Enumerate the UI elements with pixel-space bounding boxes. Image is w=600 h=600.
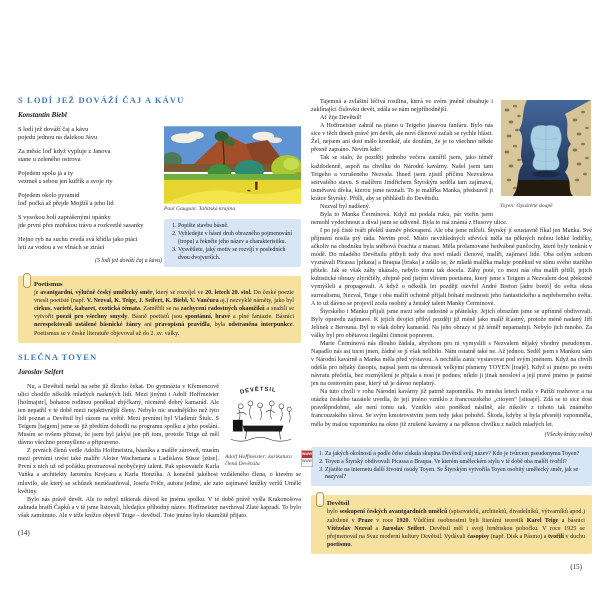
gauguin-painting-image	[164, 126, 301, 204]
www-internet-icon: WWW WWW	[301, 450, 313, 467]
paragraph: Ať žije Devětsil!	[320, 114, 362, 122]
poem-source-attribution: (S lodí jež dováží čaj a kávu)	[95, 258, 162, 265]
definition-box-poetismus	[18, 276, 301, 343]
definition-text: je avantgardní, výlučně český umělecký směr, který se rozvíjel ve 20. letech 20. stol. Do české poezie vnesli poetisté (např. V. Nezval, K. Teige, J. Seifert, K. Biebl, V. Vančura aj.) nezvyklé náměty, jako byl cirkus, varieté, kabaret, exotická témata. Zaměřili se na zachycení radostných okamžiků a snažili se vytvořit poezii pro všechny smysly. Básně poetistů jsou spontánní, hravé a plné fantazie. Básníci nerespektovali ustálené básnické žánry ani pravopisná pravidla, byla odstraněna interpunkce. Poetismus se v české literatuře objevoval až do 2. sv. války.	[34, 289, 295, 337]
poem-stanza	[18, 214, 164, 231]
definition-title: Devětsil	[327, 500, 350, 508]
questions-box-prose	[311, 447, 592, 487]
question-item: 3. Zjistěte na internetu další životní osudy Toyen. Se Štyrským vytvořila Toyen osobitý umělecký směr, jak se nazýval?	[325, 467, 587, 483]
paragraph: Byla to Manka Čermínová. Když mi podala ruku, pár vteřin jsem nemohl vydechnout a díval jsem se udiveně. Byla to má známá z Husovy ulice.	[311, 210, 508, 226]
svg-text:DEVĚTSIL: DEVĚTSIL	[239, 386, 277, 396]
toyen-painting-image	[500, 100, 592, 196]
poem-line: pojedu jednou na dalekou Jávu	[18, 134, 98, 142]
paragraph: Z prvních členů vedle Adolfa Hoffmeistra, básníka a malíře zároveň, musím mezi prvními uvést také malíře Aloise Wachsmana a Ladislava Süsse [züse]. První z nich už od počátku prozrazoval neobyčejný talent. Pak spisovatele Karla Vaňka a architekty Jaromíra Krejcara a Karla Honzíka. A konečně jakéhosi vzdáleného člena, o kterém se mluvilo, ale který se schůzek nezúčastňoval, Josefa Friče, autora jediné, ale zato zajímavé knížky veršů Umělé květiny.	[18, 447, 301, 495]
poem-line: Pojedem okolo pyramid	[18, 191, 80, 199]
questions-row	[302, 447, 592, 487]
poem-stanza	[18, 192, 164, 209]
poem-line: S vysokou holí zaprášenými opánky	[18, 213, 111, 221]
question-item: 2. Vyhledejte v básni druh obrazného pojmenování (tropu) a řekněte jeho název a charakteristiku.	[178, 231, 296, 247]
paragraph: Nu, a Devětsil nedal na sebe již dlouho čekat. Do gymnázia v Křemencově ulici chodilo několik mladých nadaných lidí. Mezi jinými i Adolf Hoffmeister [hofmajstr], bohatou rodinou poněkud zhýčkaný, nicméně dobrý kamarád. Ale ten nepatřil v té době mezi nejaktivnější členy. Nebylo nic snadnějšího než tyto lidi poznat a Devětsil byl rázem na světě. Mezi prvními byl Vladimír Štulc. S Teigem [tajgem] jsme se již předtím dohodli na programu spolku a jeho poslání. Musím se ovšem přiznat, že jsem byl jakýsi jen při tom, protože Teige už měl dávno všechno promyšleno a připraveno.	[18, 382, 219, 447]
poem-stanza	[18, 148, 164, 165]
definition-text: bylo seskupení českých avantgardních umělců (spisovatelů, architektů, divadelníků, výtvarníků apod.) založené v Praze v roce 1920. Vůdčími osobnostmi byli literární teoretik Karel Teige a básníci Vítězslav Nezval a Jaroslav Seifert. Devětsil měl i svoji brněnskou pobočku. V roce 1925 se přejmenoval na Svaz moderní kultury Devětsil. Vydávali časopisy (např. Disk a Pásmo) a tvořili v duchu poetismu.	[327, 509, 586, 549]
paragraph: Bylo nás právě devět. Ale to nebyl nikterak důvod ke jménu spolku. V té době právě vyšla Krakonošova zahrada bratří Čapků a v té jsme listovali, hledajíce příhodný název. Hoffmeister navrhoval Zlaté kapradí. To bylo však zamítnuto. Ale v téže knížce objevil Teige – devětsil. Toto jméno bylo okamžitě přijato.	[18, 495, 301, 519]
poem-line: loď počká až přejde Mojžíš a jeho lid	[18, 200, 114, 208]
section-heading-s-lodi: S LODÍ JEŽ DOVÁŽÍ ČAJ A KÁVU	[18, 95, 185, 105]
toyen-figure	[500, 100, 592, 210]
paragraph: Tajemná a zvláštní léčivá rostlina, která ve svém jméně obsahuje i zaklínající číslovku devět, zdála se nám nejpříhodnější.	[311, 98, 493, 114]
poem-line: Za měsíc loď když vypluje z Janova	[18, 147, 111, 155]
questions-box-poem	[164, 219, 301, 267]
toyen-caption: Toyen: Opuštěné doupě	[500, 203, 553, 209]
prose-source-attribution: (Všecky krásy světa)	[544, 431, 592, 438]
poem-line: Hejno ryb na suchu zvedá svá křídla jako ptáci	[18, 235, 138, 243]
question-item: 2. Toyen a Štyrský obdivovali Picassa a Braqua. Ve kterém uměleckém stylu v té době oba malíři tvořili?	[325, 459, 587, 467]
caricature-caption: Adolf Hoffmeister: karikatura členů Devětsilu	[225, 453, 292, 467]
paragraph: Štyrského i Manku přijali jsme mezi sebe radostně a přátelsky. Jejich obrazům jsme se upřímně obdivovali. Byly opravdu zajímavé. K jejich dvojici přibyl později již méně jako malíř šťastný, protože méně nadaný Jiří Jelínek z Berouna. Byl to však dobrý kamarád. Na jeho obrazy si již téměř nepamatuji. Nebylo jich mnoho. Za války byl pro obětavou ilegální činnost popraven.	[311, 307, 592, 339]
prose-text-right	[311, 98, 592, 438]
gauguin-caption: Paul Gauguin: Tahitská krajina	[164, 206, 236, 212]
prose-author: Jaroslav Seifert	[18, 367, 64, 376]
poem-line: Pojedem spolu já a ty	[18, 169, 74, 177]
poem-line: S lodí jež dováží čaj a kávu	[18, 126, 89, 133]
paragraph: Marie Čermínová nás dlouho žádala, abychom pro ni vymyslili s Nezvalem nějaký vhodný pseudonym. Napadlo nás asi tucet jmen, žádné se jí však nelíbilo. Nám ostatně také ne. Až jednou. Seděl jsem s Mankou sám v Národní kavárně a Manka měla před výstavou. A nechtěla zanic vystavovat pod svým jménem. Když na chvíli odešla pro nějaký časopis, napsal jsem na ubrousek velkými písmeny TOYEN [toajé]. Když si jméno po svém návratu přečetla, bez rozmýšlení je přijala a nosí je podnes; nikdo ji jinak neosloví a její pravé jméno je patrné jen na cestovním pase, který už je dávno neplatný.	[311, 339, 592, 388]
paragraph: Nezval byl nadšený.	[320, 202, 371, 210]
poem-stanza	[18, 170, 164, 187]
poem-line: vezmeš s sebou jen kufřík a svoje rty	[18, 178, 113, 186]
question-item: 1. Popište stavbu básně.	[178, 223, 296, 231]
definition-title: Poetismus	[34, 280, 63, 288]
poem-and-artwork-row	[18, 126, 301, 267]
question-item: 1. Za jakých okolností a podle čeho získala skupina Devětsil svůj název? Kdo je tvůrcem pseudonymu Toyen?	[325, 451, 587, 459]
definition-box-devetsil	[311, 495, 592, 554]
poem-stanza	[18, 126, 164, 143]
page-number-left: (14)	[18, 528, 30, 537]
page-number-right: (15)	[570, 563, 582, 572]
prose-text-left	[18, 383, 301, 520]
artwork-column	[164, 126, 301, 267]
caricature-figure	[225, 383, 301, 468]
poem-stanza	[18, 236, 164, 253]
paragraph: Tak se stalo, že později jednoho večera zamířil jsem, jako téměř každodenně, aspoň na chvilku do Národní kavárny. Našel jsem tam Teigeho a vzrušeného Nezvala. Ihned jsem zjistil příčinu Nezvalova setrvalého stavu. S malířem Jindřichem Štyrským seděla tam zajímavá, usměvavá dívka, kterou jsme neznali. To je malířka Manka, představil ji krátce Štyrský. Přišli, aby se přihlásili do Devětsilu.	[311, 154, 493, 202]
poem	[18, 126, 164, 264]
poem-author: Konstantin Biebl	[18, 111, 67, 119]
page-14	[18, 95, 301, 537]
poem-line: letí za vodou a ve vlnách se ztrácí	[18, 243, 105, 251]
paragraph: Na tuto chvíli v rohu Národní kavárny již patrně zapomněla. Po mnoha letech měla v Paříži rozhovor a na otázku českého tazatele uvedla, že její jméno vzniklo z francouzského „citoyen“ [sitoajé]. Zdá se to sice dost pravděpodobné, ale není tomu tak. Vzniklo sice poněkud násilně, ale nikoliv z tohoto tak známého francouzského slova. Se svým kmotrovstvím jsem tedy jaksi pohořel. Škoda, kdyby si byla přesněji vzpomněla, měla by malou vzpomínku na okno již zrušené kavárny a na pěknou chvilku z našich mladých let.	[311, 388, 592, 428]
section-heading-slecna-toyen: SLEČNA TOYEN	[18, 351, 98, 362]
page-15	[302, 95, 592, 572]
paperclip-icon	[316, 492, 324, 507]
caricature-image	[225, 383, 301, 447]
poem-line: jde první přes mořskou trávu a rozkvetlé sasanky	[18, 222, 144, 230]
paragraph: A Hoffmeister zahrál na piano u Teigeho jásavou fanfáru. Bylo nás sice v těch dnech právě jen devět, ale noví členové začali se rychle hlásit. Žel, nejsem ani dost málo kronikář, ale doufám, že je to všechno někde přesně zapsáno. Nevím kde!	[311, 122, 493, 154]
question-item: 3. Vysvětlete, jaký motiv se rozvíjí v posledních dvou dvojverších.	[178, 247, 296, 263]
paragraph: I po její čisté tváři přelétl úsměv překvapení. Ale oba jsme mlčeli. Štyrský jí soustavně říkal jen Manka. Své příjmení nosila prý ráda. Nevím proč. Místo nevzhledných střevíců měla na pěkných nohou lehké lodičky, ačkoliv na chodníku byla sněhová čvachta a marast. Měla prolamované hedvábné punčochy, které byly tenkrát v módě. Do mladého Devětsilu přibyli tedy dva noví mladí členové, malíři, zajímaví lidé. Oba celým srdcem vyznávali Picassa [pikasa] a Braqua [braka] a zdálo se, že mladá malířka maluje poněkud ve stínu svého staršího přítele. Jak se však záhy ukázalo, nebylo tomu tak docela. Záhy poté, co mezi nás oba malíři přišli, jejich kubistické obrazy zlyričtěly, zřejmě pod jistým vlivem poetismu, který jsme s Teigem a Nezvalem dost překotně vymýšleli a propagovali. A když o několik let později otevřel André Breton [ádre bretó] do světa okna surrealismu, Nezval, Teige i oba malíři ochotně přijali bohaté možnosti jeho fantastického a nepřeberného světa. A to už dávno se projevil zcela osobitý a ženský talent Manky Čermínové.	[311, 227, 592, 307]
paperclip-icon	[23, 273, 31, 288]
poem-line: stane u zeleného ostrova	[18, 156, 81, 164]
